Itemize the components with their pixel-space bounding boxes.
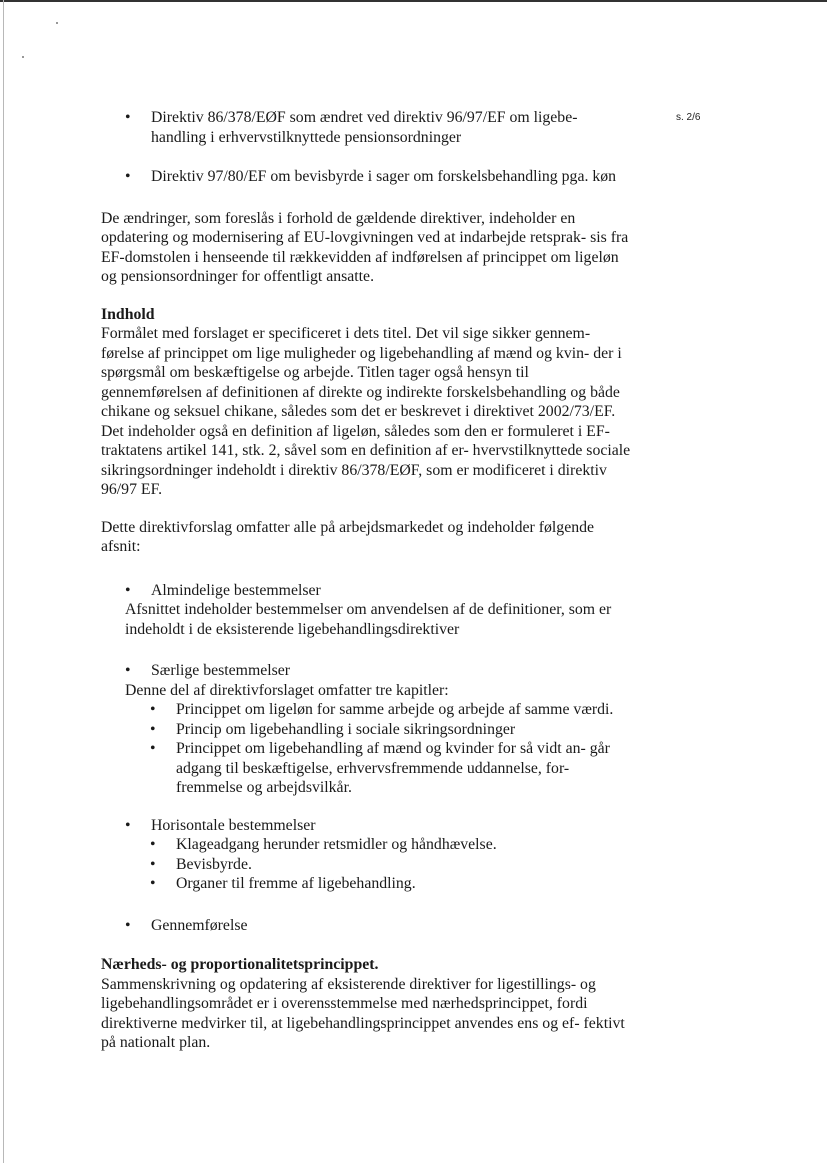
section-text: Afsnittet indeholder bestemmelser om anvendelsen af de definitioner, som er indeholdt i de eksisterende ligebehandlingsdirektiver	[125, 601, 612, 638]
subsidiarity-paragraph: Sammenskrivning og opdatering af eksisterende direktiver for ligestillings- og ligebehandlingsområdet er i overensstemmelse med nærhedsprincippet, fordi direktiverne medvirker til, at ligebehandlingsprincippet anvendes ens og ef- fektivt på nationalt plan.	[101, 975, 625, 1051]
scan-speck	[22, 56, 24, 58]
section-text: Denne del af direktivforslaget omfatter tre kapitler:	[125, 681, 449, 699]
scan-speck	[56, 22, 58, 24]
list-item: • Klageadgang herunder retsmidler og håndhævelse.	[101, 835, 631, 855]
scope-paragraph: Dette direktivforslag omfatter alle på arbejdsmarkedet og indeholder følgende afsnit:	[101, 518, 595, 555]
section-horizontal	[101, 816, 631, 894]
list-item: • Direktiv 97/80/EF om bevisbyrde i sager om forskelsbehandling pga. køn	[101, 167, 631, 187]
horizontal-sublist	[101, 835, 631, 894]
scan-top-edge	[0, 0, 827, 2]
section-title: • Gennemførelse	[101, 916, 631, 936]
section-title: • Særlige bestemmelser	[101, 661, 631, 681]
section-general	[101, 581, 631, 640]
indhold-paragraph: Formålet med forslaget er specificeret i dets titel. Det vil sige sikker gennem- førelse af princippet om lige muligheder og ligebehandling af mænd og kvin- der i spørgsmål om beskæftigelse og arbejde. Titlen tager også hensyn til gennemførelsen af definitionen af direkte og indirekte forskelsbehandling og både chikane og seksuel chikane, således som det er beskrevet i direktivet 2002/73/EF. Det indeholder også en definition af ligeløn, således som den er formuleret i EF-traktatens artikel 141, stk. 2, såvel som en definition af er- hvervstilknyttede sociale sikringsordninger indeholdt i direktiv 86/378/EØF, som er modificeret i direktiv 96/97 EF.	[101, 325, 631, 498]
section-title: • Almindelige bestemmelser	[101, 581, 631, 601]
special-sublist	[101, 700, 631, 798]
list-item: • Organer til fremme af ligebehandling.	[101, 874, 631, 894]
list-item: • Princippet om ligeløn for samme arbejde og arbejde af samme værdi.	[101, 700, 631, 720]
scan-left-edge	[3, 0, 4, 1163]
section-special	[101, 661, 631, 798]
intro-bullet-list	[101, 108, 631, 187]
subsidiarity-heading: Nærheds- og proportionalitetsprincippet.	[101, 956, 379, 973]
page-number: s. 2/6	[676, 112, 701, 123]
list-item: • Princippet om ligebehandling af mænd og kvinder for så vidt an- går adgang til beskæftigelse, erhvervsfremmende uddannelse, for- fremmelse og arbejdsvilkår.	[101, 739, 631, 798]
indhold-heading: Indhold	[101, 305, 155, 323]
list-item: • Direktiv 86/378/EØF som ændret ved direktiv 96/97/EF om ligebe- handling i erhvervstilknyttede pensionsordninger	[101, 108, 631, 147]
section-implementation	[101, 916, 631, 936]
section-title: • Horisontale bestemmelser	[101, 816, 631, 836]
list-item: • Princip om ligebehandling i sociale sikringsordninger	[101, 720, 631, 740]
list-item: • Bevisbyrde.	[101, 855, 631, 875]
document-body	[101, 108, 631, 1053]
intro-paragraph: De ændringer, som foreslås i forhold de gældende direktiver, indeholder en opdatering og modernisering af EU-lovgivningen ved at indarbejde retsprak- sis fra EF-domstolen i henseende til rækkevidden af indførelsen af princippet om ligeløn og pensionsordninger for offentligt ansatte.	[101, 209, 629, 285]
